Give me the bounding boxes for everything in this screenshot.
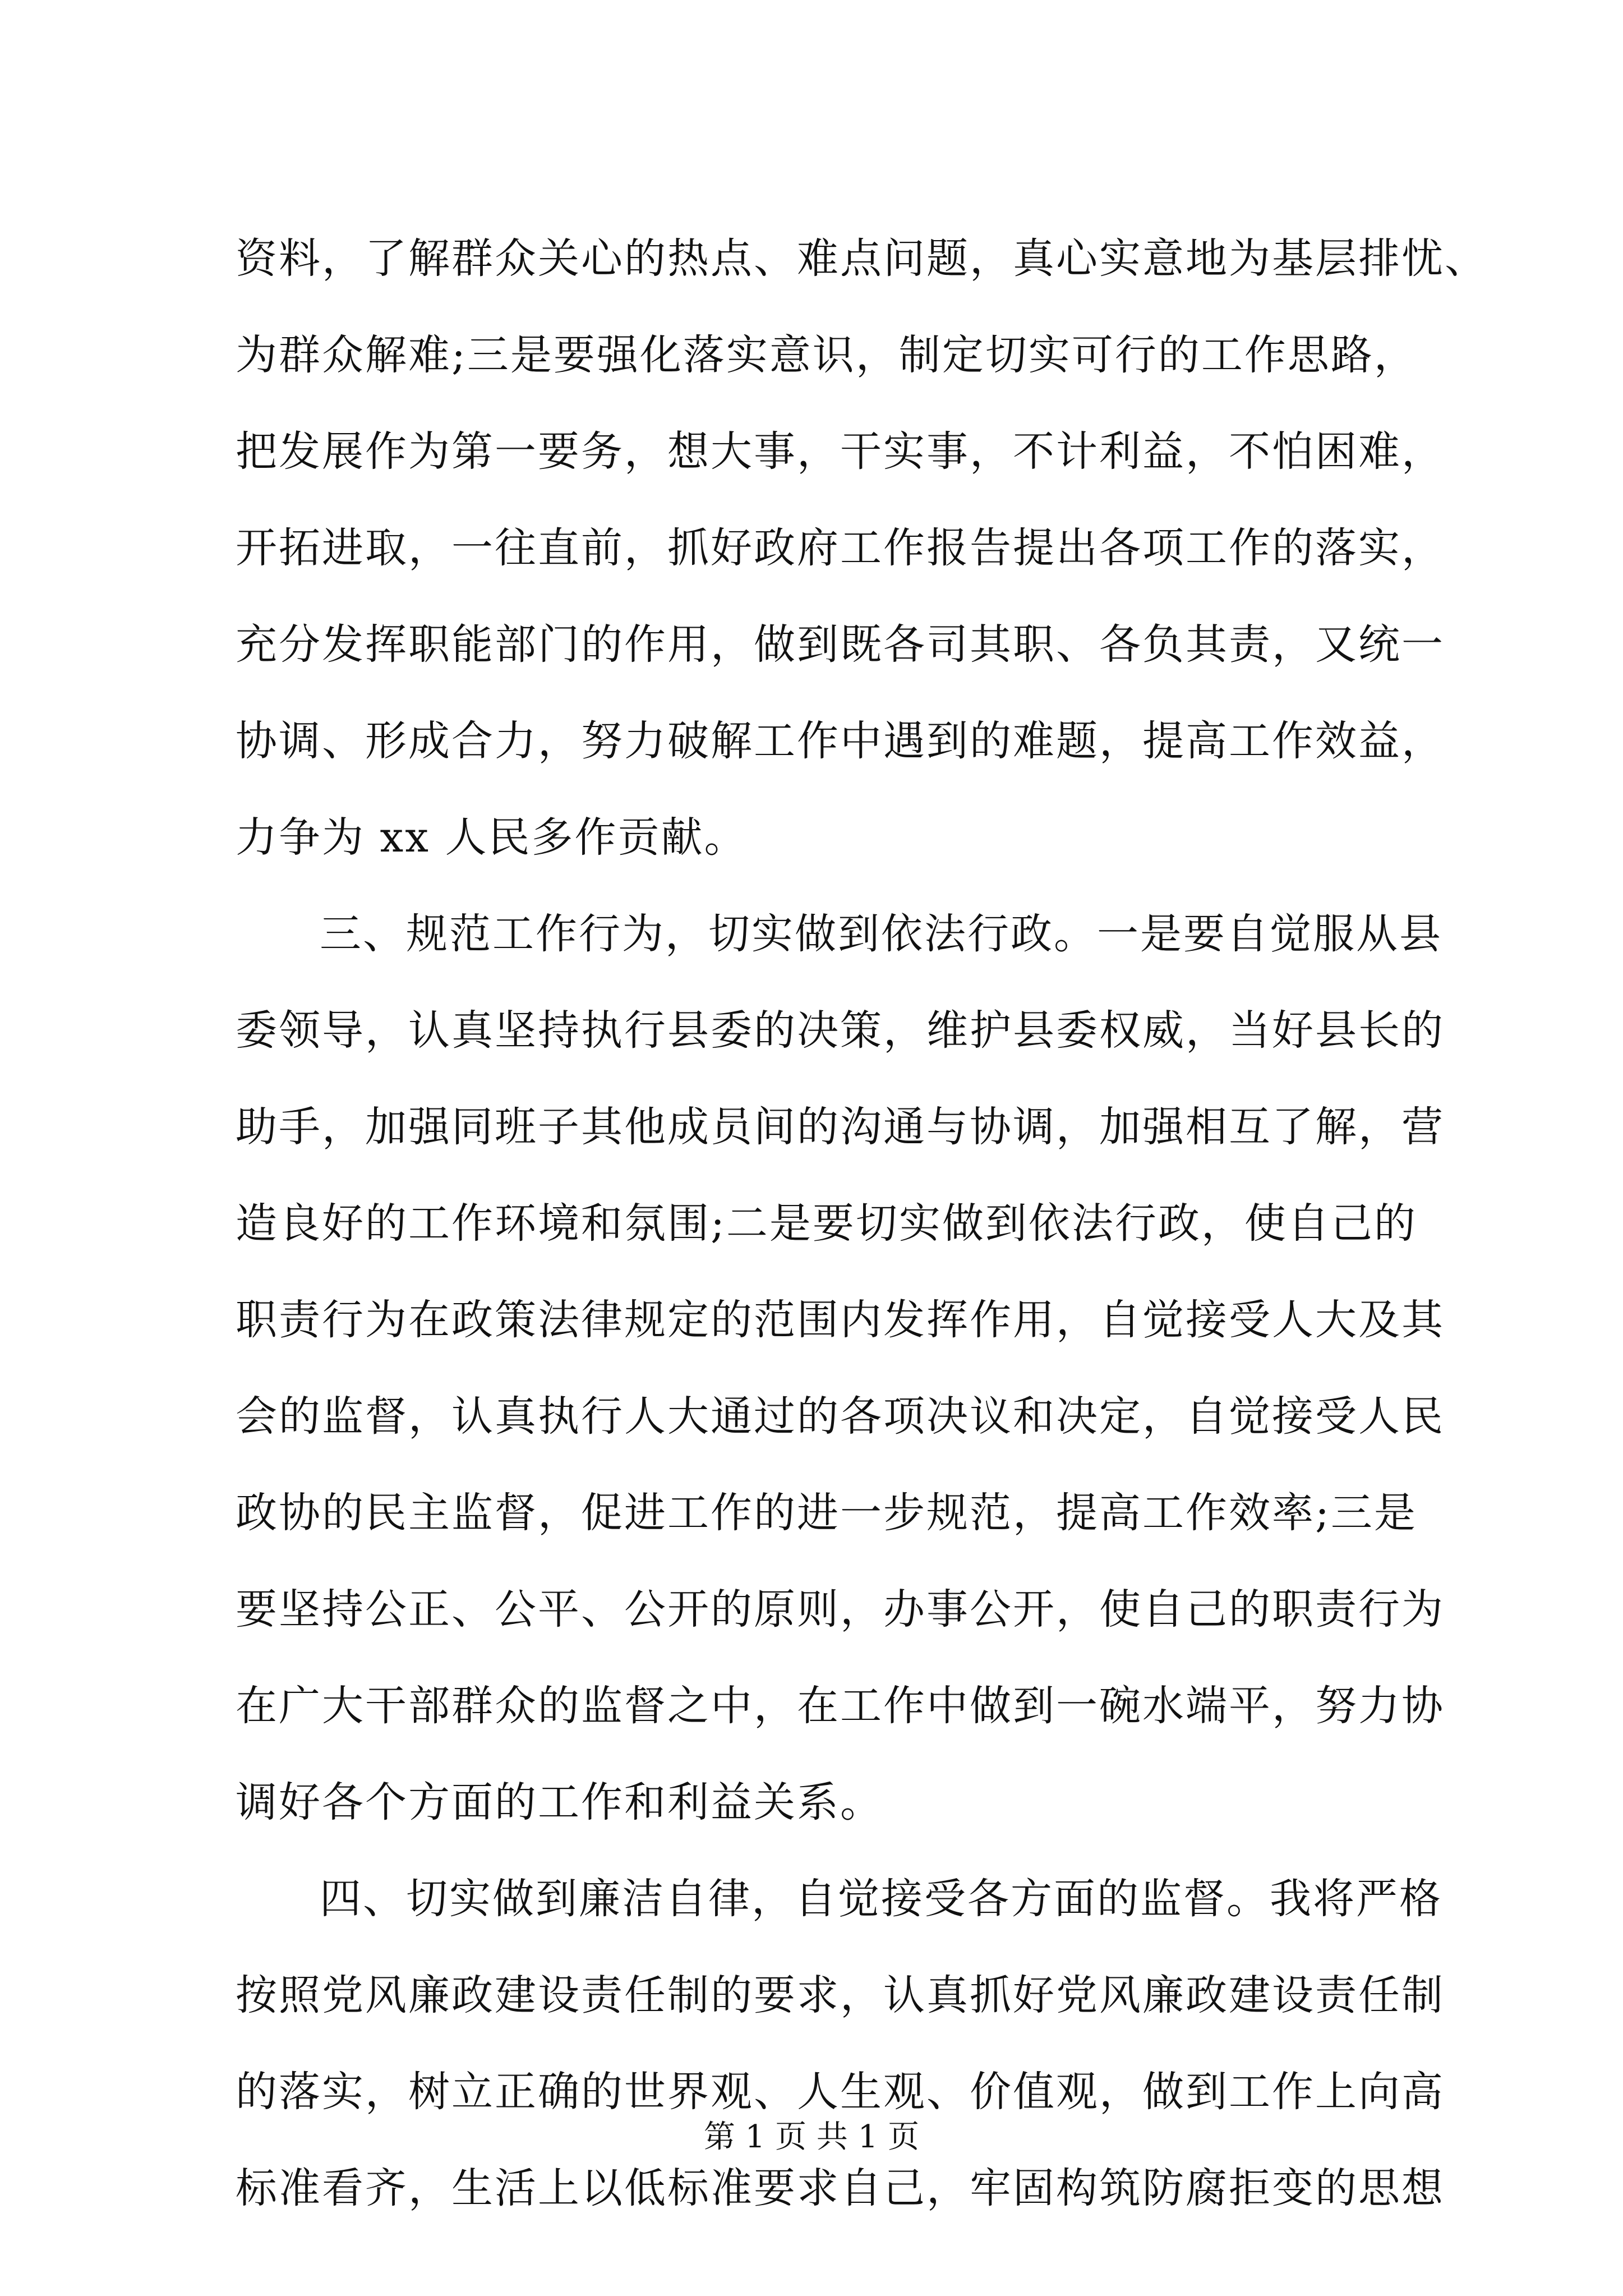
text-line: 调好各个方面的工作和利益关系。 bbox=[236, 1778, 883, 1826]
text-line: 力争为 xx 人民多作贡献。 bbox=[236, 813, 748, 862]
text-line: 协调、形成合力，努力破解工作中遇到的难题，提高工作效益， bbox=[236, 717, 1445, 765]
text-line: 资料，了解群众关心的热点、难点问题，真心实意地为基层排忧、 bbox=[236, 234, 1488, 283]
text-line: 职责行为在政策法律规定的范围内发挥作用，自觉接受人大及其 bbox=[236, 1296, 1445, 1344]
text-line: 要坚持公正、公平、公开的原则，办事公开，使自己的职责行为 bbox=[236, 1585, 1445, 1634]
document-body bbox=[236, 210, 1488, 2237]
text-line: 开拓进取，一往直前，抓好政府工作报告提出各项工作的落实， bbox=[236, 524, 1445, 572]
text-line: 委领导，认真坚持执行县委的决策，维护县委权威，当好县长的 bbox=[236, 1006, 1445, 1055]
paragraph-start-line: 三、规范工作行为，切实做到依法行政。一是要自觉服从县 bbox=[320, 910, 1442, 958]
text-line: 的落实，树立正确的世界观、人生观、价值观，做到工作上向高 bbox=[236, 2068, 1445, 2116]
page-footer: 第 1 页 共 1 页 bbox=[703, 2119, 920, 2155]
text-line: 在广大干部群众的监督之中，在工作中做到一碗水端平，努力协 bbox=[236, 1682, 1445, 1730]
text-line: 造良好的工作环境和氛围;二是要切实做到依法行政，使自己的 bbox=[236, 1199, 1417, 1248]
text-line: 会的监督，认真执行人大通过的各项决议和决定，自觉接受人民 bbox=[236, 1392, 1445, 1441]
text-line: 政协的民主监督，促进工作的进一步规范，提高工作效率;三是 bbox=[236, 1489, 1417, 1537]
text-line: 充分发挥职能部门的作用，做到既各司其职、各负其责，又统一 bbox=[236, 620, 1445, 669]
paragraph-start-line: 四、切实做到廉洁自律，自觉接受各方面的监督。我将严格 bbox=[320, 1875, 1442, 1923]
text-line: 按照党风廉政建设责任制的要求，认真抓好党风廉政建设责任制 bbox=[236, 1971, 1445, 2019]
text-line: 助手，加强同班子其他成员间的沟通与协调，加强相互了解，营 bbox=[236, 1103, 1445, 1151]
text-line: 为群众解难;三是要强化落实意识，制定切实可行的工作思路， bbox=[236, 331, 1417, 379]
text-line: 把发展作为第一要务，想大事，干实事，不计利益，不怕困难， bbox=[236, 427, 1445, 476]
text-line: 标准看齐，生活上以低标准要求自己，牢固构筑防腐拒变的思想 bbox=[236, 2164, 1445, 2212]
